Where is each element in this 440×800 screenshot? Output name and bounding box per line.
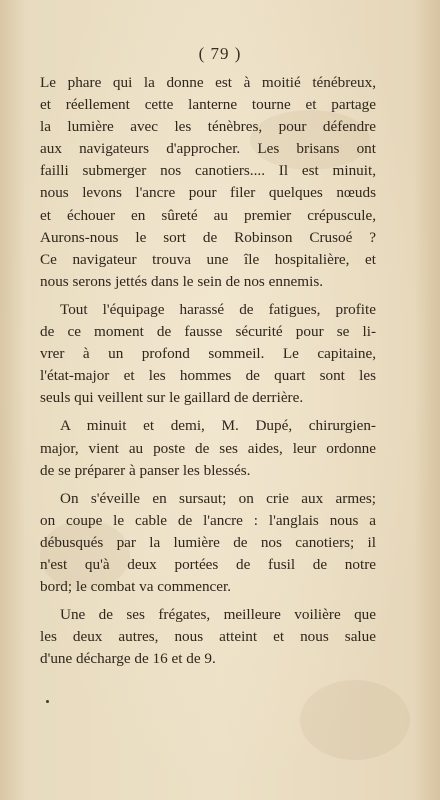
text-line: Tout l'équipage harassé de fatigues, profite <box>60 300 376 318</box>
text-line: nous serons jettés dans le sein de nos ennemis. <box>40 272 324 290</box>
text-line: Une de ses frégates, meilleure voilière que <box>60 606 376 624</box>
text-line: et réellement cette lanterne tourne et partage <box>40 96 376 114</box>
text-line: vrer à un profond sommeil. Le capitaine, <box>40 345 376 363</box>
paragraph-frigate <box>40 604 376 670</box>
text-line: Aurons-nous le sort de Robinson Crusoé ? <box>40 228 376 246</box>
paper-stain <box>300 680 410 760</box>
paragraph-surgeon <box>40 415 376 481</box>
text-line: la lumière avec les ténèbres, pour défendre <box>40 118 376 136</box>
text-line: On s'éveille en sursaut; on crie aux armes; <box>60 489 376 507</box>
text-line: major, vient au poste de ses aides, leur ordonne <box>40 439 376 457</box>
ink-speck <box>46 700 49 703</box>
text-line: A minuit et demi, M. Dupé, chirurgien- <box>60 417 376 435</box>
paragraph-alarm <box>40 488 376 598</box>
body-text <box>40 72 376 676</box>
text-line: et échouer en sûreté au premier crépuscule, <box>40 206 376 224</box>
paragraph-crew <box>40 299 376 409</box>
text-line: nous levons l'ancre pour filer quelques nœuds <box>40 184 376 202</box>
text-line: les deux autres, nous atteint et nous salue <box>40 628 376 646</box>
text-line: Ce navigateur trouva une île hospitalière, et <box>40 250 376 268</box>
text-line: l'état-major et les hommes de quart sont les <box>40 367 376 385</box>
text-line: seuls qui veillent sur le gaillard de derrière. <box>40 389 304 407</box>
paragraph-lighthouse <box>40 72 376 293</box>
text-line: n'est qu'à deux portées de fusil de notre <box>40 555 376 573</box>
text-line: aux navigateurs d'approcher. Les brisans ont <box>40 140 376 158</box>
text-line: bord; le combat va commencer. <box>40 578 232 596</box>
text-line: de se préparer à panser les blessés. <box>40 461 251 479</box>
text-line: Le phare qui la donne est à moitié ténébreux, <box>40 74 376 91</box>
page-number: ( 79 ) <box>198 44 242 63</box>
text-line: de ce moment de fausse sécurité pour se li- <box>40 323 376 341</box>
text-line: d'une décharge de 16 et de 9. <box>40 650 216 668</box>
text-line: on coupe le cable de l'ancre : l'anglais nous a <box>40 511 376 529</box>
text-line: failli submerger nos canotiers.... Il est minuit, <box>40 162 376 180</box>
text-line: débusqués par la lumière de nos canotiers; il <box>40 533 376 551</box>
